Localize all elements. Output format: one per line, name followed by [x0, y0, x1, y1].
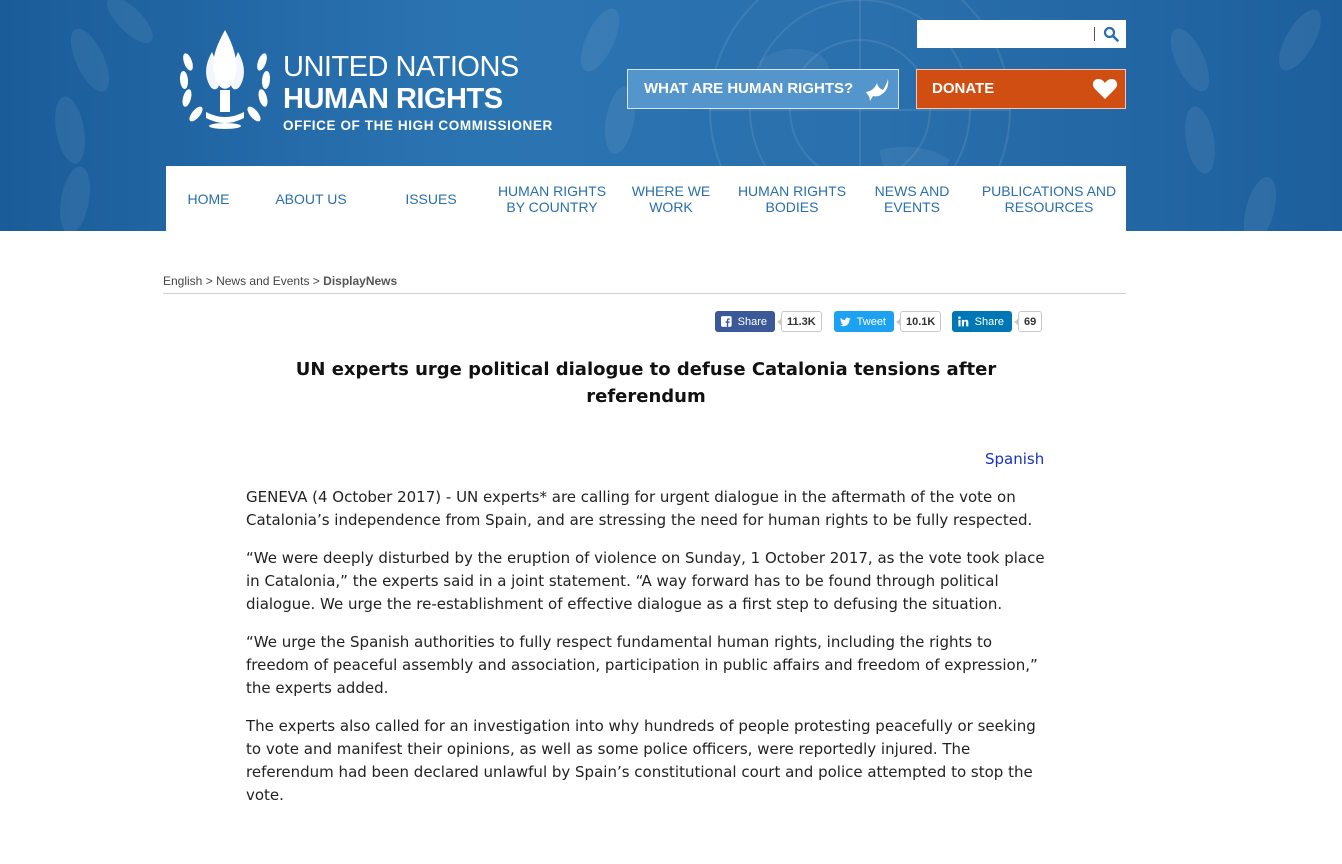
linkedin-share-label: Share	[974, 315, 1004, 328]
un-human-rights-logo[interactable]	[176, 22, 553, 142]
dove-icon	[864, 78, 890, 102]
article-paragraph: “We were deeply disturbed by the eruption of violence on Sunday, 1 October 2017, as the vote took place in Catalonia,” the experts said in a joint statement. “A way forward has to be found through political dialogue. We urge the re-establishment of effective dialogue as a first step to defusing the situation.	[246, 549, 1045, 613]
breadcrumb-current: DisplayNews	[323, 274, 398, 288]
breadcrumb-link-english[interactable]: English	[163, 274, 203, 288]
twitter-tweet-button[interactable]	[834, 311, 894, 332]
linkedin-share-group	[952, 311, 1042, 332]
facebook-share-group	[715, 311, 822, 332]
breadcrumb-divider	[163, 293, 1126, 294]
site-search	[917, 20, 1126, 48]
header-banner	[0, 0, 1342, 231]
search-separator	[1094, 27, 1095, 41]
article-body	[246, 486, 1051, 822]
nav-item-issues[interactable]: ISSUES	[405, 190, 457, 207]
nav-item-home[interactable]: HOME	[187, 190, 230, 207]
breadcrumb	[163, 274, 397, 288]
linkedin-share-count: 69	[1018, 311, 1042, 332]
search-icon[interactable]	[1103, 26, 1119, 42]
facebook-share-count: 11.3K	[781, 311, 822, 332]
twitter-share-group	[834, 311, 941, 332]
un-flame-wreath-emblem	[176, 22, 274, 134]
nav-item-human-rights-by-country[interactable]: HUMAN RIGHTS BY COUNTRY	[497, 182, 607, 215]
twitter-tweet-count: 10.1K	[900, 311, 941, 332]
breadcrumb-separator: >	[205, 274, 213, 288]
nav-item-news-and-events[interactable]: NEWS AND EVENTS	[874, 182, 950, 215]
twitter-tweet-label: Tweet	[856, 315, 886, 328]
main-navigation	[166, 166, 1126, 231]
linkedin-share-button[interactable]	[952, 311, 1012, 332]
article-paragraph: GENEVA (4 October 2017) - UN experts* are calling for urgent dialogue in the aftermath of the vote on Catalonia’s independence from Spain, and are stressing the need for human rights to be fully respected.	[246, 488, 1033, 529]
article-paragraph: The experts also called for an investigation into why hundreds of people protesting peacefully or seeking to vote and manifest their opinions, as well as some police officers, were reportedly injured. The referendum had been declared unlawful by Spain’s constitutional court and police attempted to stop the vote.	[246, 717, 1036, 804]
breadcrumb-separator: >	[312, 274, 320, 288]
facebook-icon	[721, 315, 732, 328]
heart-icon	[1092, 78, 1118, 100]
logo-text-office: OFFICE OF THE HIGH COMMISSIONER	[283, 118, 553, 133]
nav-item-publications-and-resources[interactable]: PUBLICATIONS AND RESOURCES	[981, 182, 1117, 215]
what-are-human-rights-label: WHAT ARE HUMAN RIGHTS?	[644, 80, 854, 97]
linkedin-icon	[958, 315, 969, 328]
article-paragraph: “We urge the Spanish authorities to fully respect fundamental human rights, including the rights to freedom of peaceful assembly and association, participation in public affairs and freedom of expression,” the experts added.	[246, 633, 1038, 697]
donate-button[interactable]	[916, 69, 1126, 109]
language-link-spanish[interactable]: Spanish	[985, 450, 1045, 468]
facebook-share-label: Share	[737, 315, 767, 328]
donate-label: DONATE	[932, 80, 995, 97]
logo-text-united-nations: UNITED NATIONS	[283, 51, 519, 83]
nav-item-where-we-work[interactable]: WHERE WE WORK	[631, 182, 711, 215]
what-are-human-rights-button[interactable]	[627, 69, 899, 109]
breadcrumb-link-news-and-events[interactable]: News and Events	[216, 274, 310, 288]
article-title: UN experts urge political dialogue to defuse Catalonia tensions after referendum	[295, 359, 997, 407]
facebook-share-button[interactable]	[715, 311, 775, 332]
nav-item-human-rights-bodies[interactable]: HUMAN RIGHTS BODIES	[737, 182, 847, 215]
search-input[interactable]	[917, 20, 1093, 48]
logo-text-human-rights: HUMAN RIGHTS	[283, 83, 503, 115]
nav-item-about-us[interactable]: ABOUT US	[275, 190, 347, 207]
twitter-icon	[840, 316, 851, 328]
